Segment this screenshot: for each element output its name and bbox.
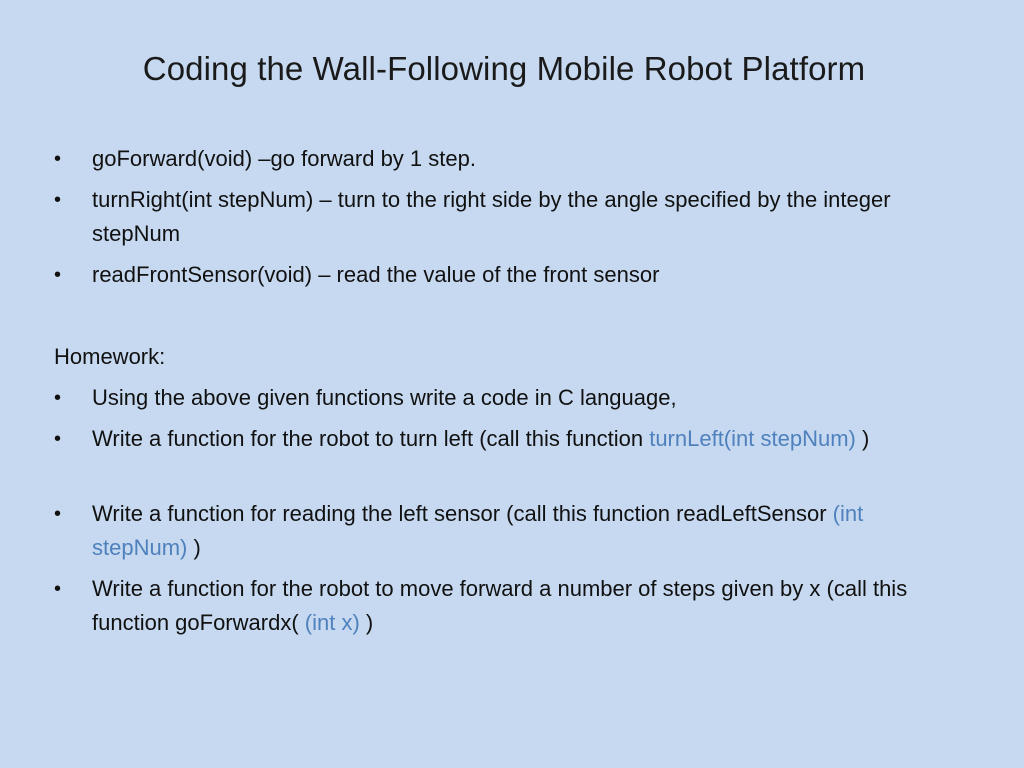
slide-title: Coding the Wall-Following Mobile Robot Platform: [142, 50, 866, 87]
bullet-icon: •: [54, 503, 62, 525]
homework-task: [92, 381, 952, 415]
homework-task-text-end: ): [855, 426, 870, 451]
homework-task-text: Write a function for the robot to move forward a number of steps given by x (call this function goForwardx(: [92, 576, 908, 635]
bullet-icon: •: [54, 189, 62, 211]
bullet-icon: •: [54, 264, 62, 286]
homework-task-text-end: ): [187, 535, 201, 560]
function-description: turnRight(int stepNum) – turn to the right side by the angle specified by the integer stepNum: [92, 187, 891, 246]
homework-task: [92, 572, 952, 640]
homework-task: [92, 422, 952, 456]
homework-label: Homework:: [54, 344, 166, 369]
function-description: readFrontSensor(void) – read the value of the front sensor: [92, 262, 660, 287]
homework-task-text: Write a function for the robot to turn left (call this function: [92, 426, 650, 451]
bullet-icon: •: [54, 428, 62, 450]
function-description: goForward(void) –go forward by 1 step.: [92, 146, 476, 171]
bullet-icon: •: [54, 148, 62, 170]
function-signature: (int x): [304, 610, 360, 635]
homework-task-text: Using the above given functions write a code in C language,: [92, 385, 677, 410]
bullet-icon: •: [54, 578, 62, 600]
homework-task-text-end: ): [359, 610, 374, 635]
function-signature: (int stepNum): [92, 501, 864, 560]
homework-task-text: Write a function for reading the left sensor (call this function readLeftSensor: [92, 501, 833, 526]
bullet-icon: •: [54, 387, 62, 409]
function-signature: turnLeft(int stepNum): [649, 426, 856, 451]
homework-task: [92, 497, 952, 565]
